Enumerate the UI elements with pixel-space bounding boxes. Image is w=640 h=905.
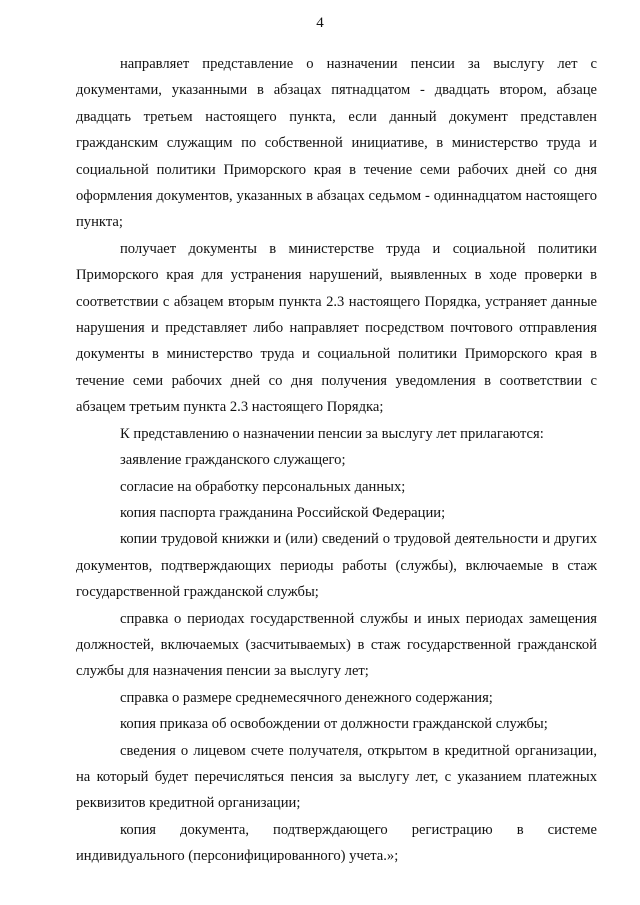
- list-item-salary-certificate: справка о размере среднемесячного денежного содержания;: [120, 689, 493, 706]
- list-item-service-periods-certificate: справка о периодах государственной службы и иных периодах замещения должностей, включаемых (засчитываемых) в стаж государственной гражданской службы для назначения пенсии за выслугу лет;: [76, 610, 597, 680]
- paragraph-attachments-intro: К представлению о назначении пенсии за выслугу лет прилагаются:: [120, 425, 544, 442]
- paragraph-receive-documents: получает документы в министерстве труда и социальной политики Приморского края для устранения нарушений, выявленных в ходе проверки в соответствии с абзацем вторым пункта 2.3 настоящего Порядка, устраняет данные нарушения и представляет либо направляет посредством почтового отправления документы в министерство труда и социальной политики Приморского края в течение семи рабочих дней со дня получения уведомления в соответствии с абзацем третьим пункта 2.3 настоящего Порядка;: [76, 240, 597, 416]
- list-item-registration-document: копия документа, подтверждающего регистрацию в системе индивидуального (персонифицированного) учета.»;: [76, 821, 597, 865]
- list-item-application: заявление гражданского служащего;: [120, 452, 346, 469]
- list-item-consent: согласие на обработку персональных данных;: [120, 478, 406, 495]
- list-item-employment-record: копии трудовой книжки и (или) сведений о трудовой деятельности и других документов, подтверждающих периоды работы (службы), включаемые в стаж государственной гражданской службы;: [76, 531, 597, 601]
- document-body: [76, 51, 597, 870]
- list-item-dismissal-order: копия приказа об освобождении от должности гражданской службы;: [120, 716, 548, 733]
- list-item-passport-copy: копия паспорта гражданина Российской Федерации;: [120, 504, 446, 521]
- list-item-bank-account-details: сведения о лицевом счете получателя, открытом в кредитной организации, на который будет перечисляться пенсия за выслугу лет, с указанием платежных реквизитов кредитной организации;: [76, 742, 597, 812]
- page-number: 4: [316, 15, 324, 31]
- paragraph-send-submission: направляет представление о назначении пенсии за выслугу лет с документами, указанными в абзацах пятнадцатом - двадцать втором, абзаце двадцать третьем настоящего пункта, если данный документ представлен гражданским служащим по собственной инициативе, в министерство труда и социальной политики Приморского края в течение семи рабочих дней со дня оформления документов, указанных в абзацах седьмом - одиннадцатом настоящего пункта;: [76, 56, 597, 231]
